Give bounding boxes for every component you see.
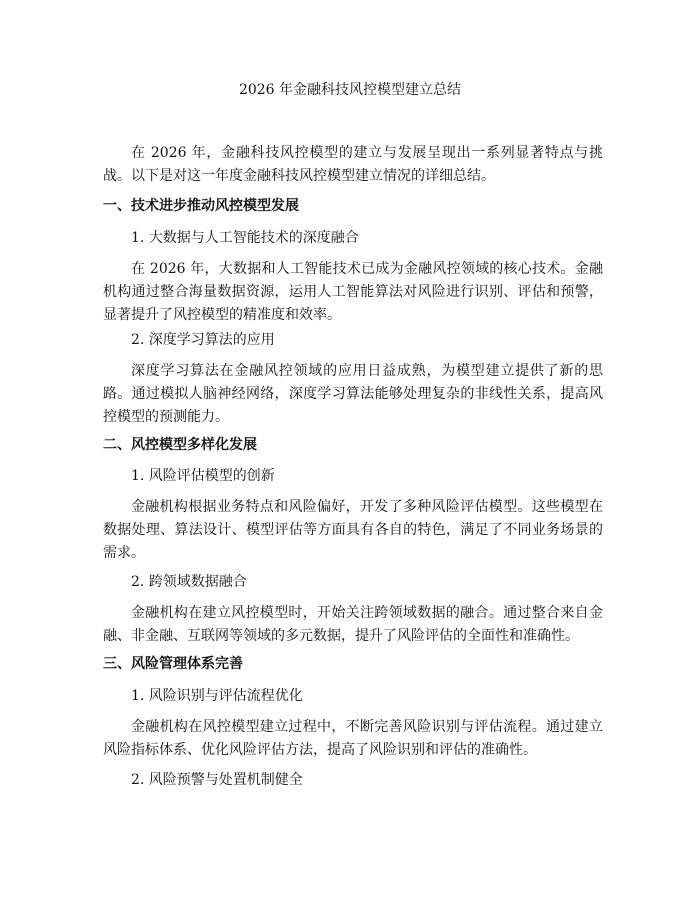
subheading-2-2: 2. 跨领域数据融合 (131, 574, 247, 590)
subheading-1-2: 2. 深度学习算法的应用 (131, 332, 275, 348)
subheading-1-1: 1. 大数据与人工智能技术的深度融合 (131, 230, 359, 246)
subheading-2-1: 1. 风险评估模型的创新 (131, 468, 275, 484)
section-heading-1: 一、技术进步推动风控模型发展 (103, 198, 299, 214)
subheading-3-2: 2. 风险预警与处置机制健全 (131, 772, 303, 788)
paragraph-2-2: 金融机构在建立风控模型时，开始关注跨领域数据的融合。通过整合来自金融、非金融、互联网等领域的多元数据，提升了风险评估的全面性和准确性。 (103, 605, 603, 644)
section-heading-2: 二、风控模型多样化发展 (103, 437, 257, 453)
intro-paragraph: 在 2026 年，金融科技风控模型的建立与发展呈现出一系列显著特点与挑战。以下是对这一年度金融科技风控模型建立情况的详细总结。 (103, 145, 603, 184)
document-title: 2026 年金融科技风控模型建立总结 (238, 82, 462, 98)
paragraph-2-1: 金融机构根据业务特点和风险偏好，开发了多种风险评估模型。这些模型在数据处理、算法设计、模型评估等方面具有各自的特色，满足了不同业务场景的需求。 (103, 499, 603, 561)
paragraph-1-1: 在 2026 年，大数据和人工智能技术已成为金融风控领域的核心技术。金融机构通过整合海量数据资源，运用人工智能算法对风险进行识别、评估和预警，显著提升了风控模型的精准度和效率。 (103, 261, 603, 323)
subheading-3-1: 1. 风险识别与评估流程优化 (131, 688, 303, 704)
paragraph-1-2: 深度学习算法在金融风控领域的应用日益成熟，为模型建立提供了新的思路。通过模拟人脑神经网络，深度学习算法能够处理复杂的非线性关系，提高风控模型的预测能力。 (103, 363, 603, 425)
paragraph-3-1: 金融机构在风控模型建立过程中，不断完善风险识别与评估流程。通过建立风险指标体系、优化风险评估方法，提高了风险识别和评估的准确性。 (103, 719, 603, 758)
section-heading-3: 三、风险管理体系完善 (103, 656, 243, 672)
